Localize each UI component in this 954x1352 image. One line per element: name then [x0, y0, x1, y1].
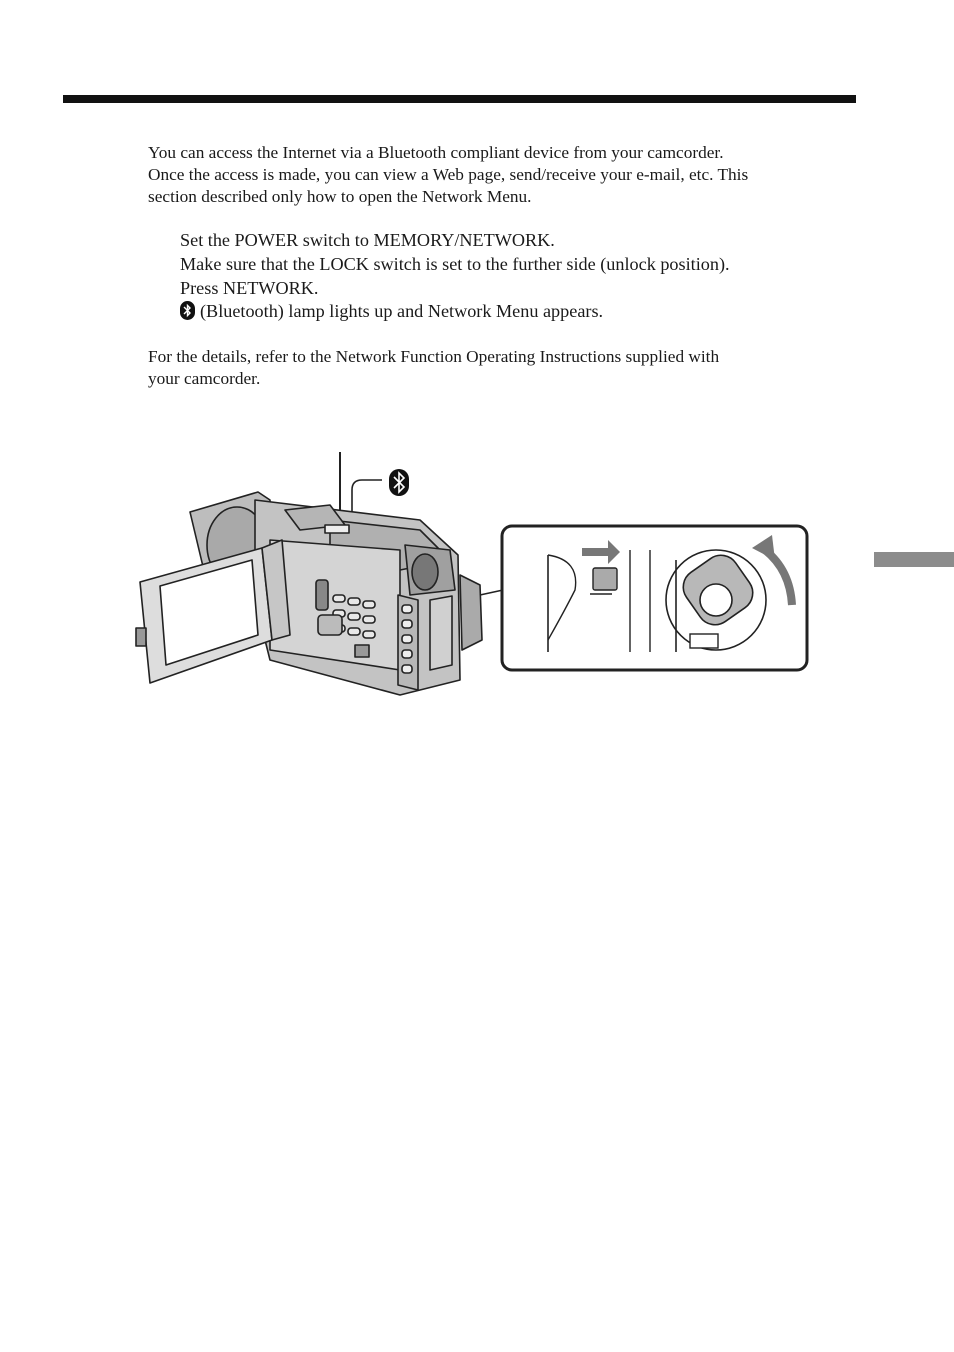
intro-line: Once the access is made, you can view a Web page, send/receive your e-mail, etc. This — [148, 165, 749, 184]
step-result-text: (Bluetooth) lamp lights up and Network Menu appears. — [200, 301, 604, 322]
camcorder — [136, 492, 482, 695]
bluetooth-icon — [389, 469, 409, 496]
details-line: For the details, refer to the Network Function Operating Instructions supplied with — [148, 347, 720, 366]
step-1: Set the POWER switch to MEMORY/NETWORK. — [180, 230, 555, 250]
intro-line: You can access the Internet via a Bluetooth compliant device from your camcorder. — [148, 143, 724, 162]
lock-switch-inset — [480, 526, 807, 670]
details-line: your camcorder. — [148, 369, 261, 388]
step-3: Press NETWORK. — [180, 277, 319, 298]
inset-callout-line — [480, 590, 503, 595]
intro-line: section described only how to open the Network Menu. — [148, 187, 532, 206]
step-2: Make sure that the LOCK switch is set to the further side (unlock position). — [180, 253, 730, 274]
